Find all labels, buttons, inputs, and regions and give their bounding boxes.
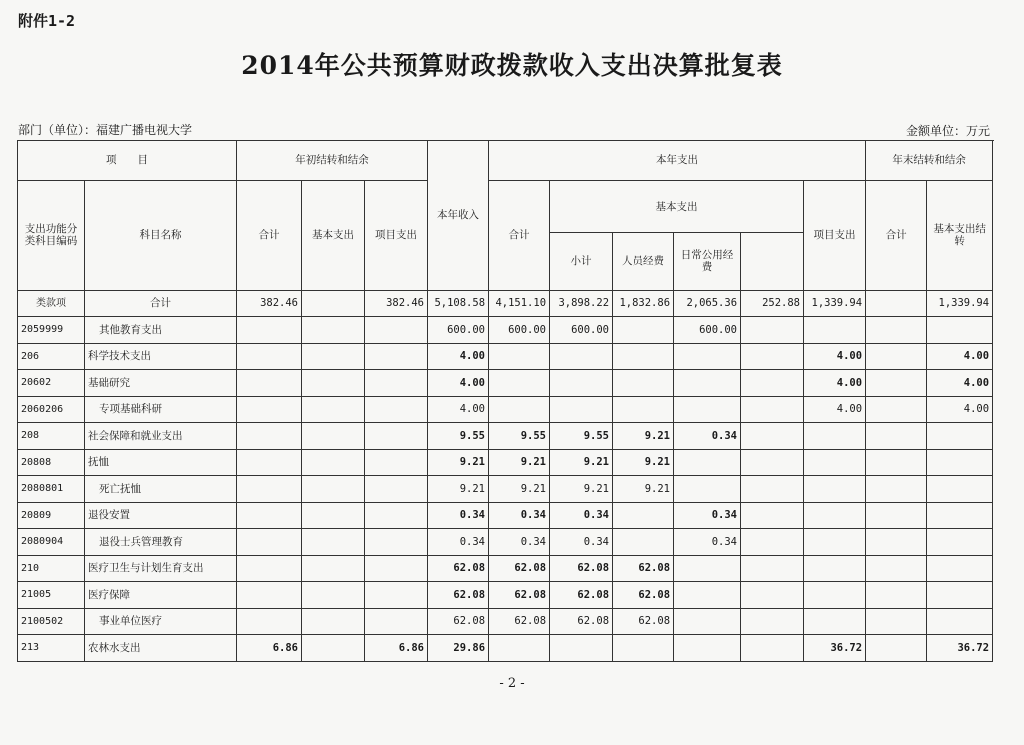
cell-ex-personnel: 9.21	[613, 449, 674, 476]
budget-table	[17, 140, 993, 662]
row-code: 2059999	[18, 317, 85, 344]
cell-income: 4.00	[428, 343, 489, 370]
cell-ex-personnel: 62.08	[613, 555, 674, 582]
row-subject-name: 农林水支出	[85, 635, 237, 662]
row-code: 2080801	[18, 476, 85, 503]
cell-ex-personnel	[613, 635, 674, 662]
row-subject-name: 死亡抚恤	[85, 476, 237, 503]
cell-cb-project: 4.00	[927, 370, 993, 397]
cell-ex-project	[741, 317, 804, 344]
cell-ex-total: 0.34	[489, 502, 550, 529]
cell-income: 600.00	[428, 317, 489, 344]
table-row	[18, 502, 993, 529]
cell-ob-project	[365, 529, 428, 556]
table-row	[18, 555, 993, 582]
row-code: 21005	[18, 582, 85, 609]
header-ob-basic: 基本支出	[302, 181, 365, 291]
cell-ex-subtotal: 3,898.22	[550, 290, 613, 317]
header-subject-name: 科目名称	[85, 181, 237, 291]
cell-cb-project	[927, 529, 993, 556]
header-func-code: 支出功能分类科目编码	[18, 181, 85, 291]
row-subject-name: 医疗保障	[85, 582, 237, 609]
header-ob-total: 合计	[237, 181, 302, 291]
cell-cb-basic	[866, 502, 927, 529]
cell-ex-subtotal: 9.21	[550, 476, 613, 503]
cell-ex-daily: 0.34	[674, 502, 741, 529]
cell-ob-total	[237, 608, 302, 635]
department-label: 部门（单位）：福建广播电视大学	[18, 123, 193, 137]
cell-cb-project	[927, 502, 993, 529]
cell-cb-basic	[866, 290, 927, 317]
page-title: 2014年公共预算财政拨款收入支出决算批复表	[241, 51, 783, 80]
cell-ex-total: 9.21	[489, 449, 550, 476]
cell-cb-total	[804, 502, 866, 529]
cell-ex-total: 0.34	[489, 529, 550, 556]
cell-ex-total: 62.08	[489, 555, 550, 582]
cell-ex-project	[741, 396, 804, 423]
cell-ex-daily	[674, 555, 741, 582]
header-opening-balance: 年初结转和结余	[237, 141, 428, 181]
row-code: 20808	[18, 449, 85, 476]
cell-ex-project	[741, 635, 804, 662]
cell-ob-project	[365, 502, 428, 529]
cell-ob-project	[365, 608, 428, 635]
cell-income: 0.34	[428, 529, 489, 556]
cell-ex-personnel	[613, 343, 674, 370]
cell-ob-total: 382.46	[237, 290, 302, 317]
row-subject-name: 抚恤	[85, 449, 237, 476]
cell-income: 62.08	[428, 555, 489, 582]
header-ex-project: 项目支出	[804, 181, 866, 291]
header-cb-basic: 基本支出结转	[927, 181, 993, 291]
cell-cb-total	[804, 317, 866, 344]
cell-ob-total	[237, 317, 302, 344]
header-annual-income: 本年收入	[428, 141, 489, 291]
cell-cb-basic	[866, 343, 927, 370]
cell-ex-project	[741, 502, 804, 529]
cell-ex-total	[489, 370, 550, 397]
table-row	[18, 635, 993, 662]
cell-ob-basic	[302, 343, 365, 370]
cell-ex-subtotal: 62.08	[550, 608, 613, 635]
header-ex-total: 合计	[489, 181, 550, 291]
cell-ex-project	[741, 449, 804, 476]
cell-ex-total: 62.08	[489, 582, 550, 609]
row-subject-name: 社会保障和就业支出	[85, 423, 237, 450]
cell-cb-basic	[866, 423, 927, 450]
cell-income: 5,108.58	[428, 290, 489, 317]
cell-cb-project: 1,339.94	[927, 290, 993, 317]
cell-ex-total: 62.08	[489, 608, 550, 635]
cell-ex-subtotal	[550, 396, 613, 423]
cell-ex-subtotal	[550, 343, 613, 370]
cell-ex-daily	[674, 449, 741, 476]
cell-ex-personnel	[613, 396, 674, 423]
cell-ob-basic	[302, 317, 365, 344]
cell-ex-personnel: 9.21	[613, 476, 674, 503]
cell-income: 62.08	[428, 608, 489, 635]
cell-ex-personnel: 9.21	[613, 423, 674, 450]
table-row	[18, 449, 993, 476]
cell-cb-total	[804, 423, 866, 450]
cell-ex-subtotal	[550, 370, 613, 397]
cell-ob-basic	[302, 290, 365, 317]
table-row	[18, 582, 993, 609]
cell-ob-basic	[302, 476, 365, 503]
cell-cb-project	[927, 317, 993, 344]
header-subtotal: 小计	[550, 233, 613, 290]
cell-ex-subtotal: 0.34	[550, 529, 613, 556]
cell-ob-project	[365, 423, 428, 450]
cell-ob-project: 6.86	[365, 635, 428, 662]
cell-ex-daily	[674, 343, 741, 370]
cell-cb-total: 1,339.94	[804, 290, 866, 317]
cell-ob-total	[237, 423, 302, 450]
cell-ex-personnel: 62.08	[613, 608, 674, 635]
cell-ob-total: 6.86	[237, 635, 302, 662]
cell-ex-total: 4,151.10	[489, 290, 550, 317]
row-code: 210	[18, 555, 85, 582]
cell-ex-project: 252.88	[741, 290, 804, 317]
page-number: - 2 -	[499, 676, 525, 691]
cell-cb-project	[927, 555, 993, 582]
cell-cb-total	[804, 476, 866, 503]
cell-cb-basic	[866, 608, 927, 635]
row-subject-name: 退役安置	[85, 502, 237, 529]
cell-ex-total	[489, 635, 550, 662]
cell-income: 29.86	[428, 635, 489, 662]
table-row	[18, 370, 993, 397]
cell-income: 62.08	[428, 582, 489, 609]
cell-ex-subtotal: 62.08	[550, 582, 613, 609]
cell-ob-project	[365, 476, 428, 503]
row-code: 2100502	[18, 608, 85, 635]
cell-cb-project	[927, 476, 993, 503]
table-row	[18, 529, 993, 556]
unit-label: 金额单位：万元	[905, 124, 990, 138]
row-code: 213	[18, 635, 85, 662]
row-subject-name: 科学技术支出	[85, 343, 237, 370]
cell-cb-total	[804, 555, 866, 582]
cell-cb-project	[927, 449, 993, 476]
cell-ob-total	[237, 502, 302, 529]
row-subject-name: 退役士兵管理教育	[85, 529, 237, 556]
table-row	[18, 396, 993, 423]
cell-ob-total	[237, 555, 302, 582]
row-code: 208	[18, 423, 85, 450]
cell-ex-daily	[674, 582, 741, 609]
row-code: 2080904	[18, 529, 85, 556]
cell-cb-project	[927, 608, 993, 635]
cell-ob-total	[237, 582, 302, 609]
cell-ex-project	[741, 370, 804, 397]
cell-cb-basic	[866, 529, 927, 556]
cell-ob-project	[365, 555, 428, 582]
cell-ob-project	[365, 582, 428, 609]
cell-cb-total: 4.00	[804, 343, 866, 370]
cell-cb-total: 36.72	[804, 635, 866, 662]
row-subject-name: 医疗卫生与计划生育支出	[85, 555, 237, 582]
header-cb-total: 合计	[866, 181, 927, 291]
cell-cb-total: 4.00	[804, 370, 866, 397]
cell-ob-total	[237, 529, 302, 556]
cell-cb-total	[804, 582, 866, 609]
cell-ex-project	[741, 423, 804, 450]
cell-cb-basic	[866, 555, 927, 582]
cell-ex-project	[741, 343, 804, 370]
cell-ex-subtotal: 62.08	[550, 555, 613, 582]
cell-ex-personnel	[613, 370, 674, 397]
cell-ex-project	[741, 608, 804, 635]
row-subject-name: 合计	[85, 290, 237, 317]
cell-cb-project	[927, 582, 993, 609]
cell-ob-total	[237, 476, 302, 503]
cell-ex-subtotal: 0.34	[550, 502, 613, 529]
cell-ex-daily: 0.34	[674, 529, 741, 556]
cell-ex-total: 9.21	[489, 476, 550, 503]
cell-ex-total	[489, 343, 550, 370]
cell-ob-basic	[302, 502, 365, 529]
attachment-label: 附件1-2	[18, 12, 76, 30]
cell-ob-basic	[302, 555, 365, 582]
cell-ex-total: 9.55	[489, 423, 550, 450]
cell-ex-daily: 600.00	[674, 317, 741, 344]
cell-ob-project	[365, 449, 428, 476]
header-daily-public: 日常公用经费	[674, 233, 741, 290]
cell-income: 0.34	[428, 502, 489, 529]
cell-income: 9.55	[428, 423, 489, 450]
cell-ex-daily	[674, 370, 741, 397]
cell-ob-basic	[302, 370, 365, 397]
cell-ex-subtotal	[550, 635, 613, 662]
cell-cb-total	[804, 529, 866, 556]
cell-cb-basic	[866, 317, 927, 344]
header-personnel: 人员经费	[613, 233, 674, 290]
row-subject-name: 事业单位医疗	[85, 608, 237, 635]
cell-ex-total	[489, 396, 550, 423]
cell-ex-personnel: 1,832.86	[613, 290, 674, 317]
cell-ex-daily: 0.34	[674, 423, 741, 450]
cell-ob-project	[365, 370, 428, 397]
cell-cb-basic	[866, 370, 927, 397]
cell-income: 4.00	[428, 396, 489, 423]
cell-ex-project	[741, 555, 804, 582]
cell-cb-basic	[866, 635, 927, 662]
row-subject-name: 基础研究	[85, 370, 237, 397]
row-subject-name: 其他教育支出	[85, 317, 237, 344]
header-ob-project: 项目支出	[365, 181, 428, 291]
header-closing-balance: 年末结转和结余	[866, 141, 993, 181]
cell-ex-personnel	[613, 502, 674, 529]
table-row	[18, 290, 993, 317]
cell-ob-basic	[302, 423, 365, 450]
cell-ob-basic	[302, 635, 365, 662]
cell-ex-personnel	[613, 317, 674, 344]
cell-income: 4.00	[428, 370, 489, 397]
row-code: 类款项	[18, 290, 85, 317]
header-row-1	[18, 141, 993, 181]
cell-ex-daily	[674, 476, 741, 503]
table-body	[18, 290, 993, 661]
cell-ex-total: 600.00	[489, 317, 550, 344]
cell-ex-subtotal: 9.21	[550, 449, 613, 476]
cell-ob-basic	[302, 449, 365, 476]
header-annual-expenditure: 本年支出	[489, 141, 866, 181]
cell-ob-total	[237, 370, 302, 397]
cell-ob-total	[237, 449, 302, 476]
cell-cb-project	[927, 423, 993, 450]
cell-cb-project: 36.72	[927, 635, 993, 662]
cell-ob-basic	[302, 608, 365, 635]
cell-ex-daily: 2,065.36	[674, 290, 741, 317]
cell-ex-daily	[674, 635, 741, 662]
row-subject-name: 专项基础科研	[85, 396, 237, 423]
header-row-2	[18, 181, 993, 233]
cell-ob-basic	[302, 582, 365, 609]
cell-cb-basic	[866, 476, 927, 503]
table-row	[18, 423, 993, 450]
row-code: 206	[18, 343, 85, 370]
cell-cb-basic	[866, 396, 927, 423]
cell-income: 9.21	[428, 449, 489, 476]
table-row	[18, 608, 993, 635]
cell-ex-project	[741, 582, 804, 609]
cell-ob-total	[237, 396, 302, 423]
cell-cb-total	[804, 608, 866, 635]
cell-ex-subtotal: 600.00	[550, 317, 613, 344]
cell-ex-project	[741, 529, 804, 556]
cell-ex-personnel: 62.08	[613, 582, 674, 609]
cell-ob-total	[237, 343, 302, 370]
cell-ex-project	[741, 476, 804, 503]
cell-ex-daily	[674, 608, 741, 635]
cell-cb-total	[804, 449, 866, 476]
table-row	[18, 343, 993, 370]
cell-income: 9.21	[428, 476, 489, 503]
row-code: 20809	[18, 502, 85, 529]
cell-ex-subtotal: 9.55	[550, 423, 613, 450]
cell-ob-project	[365, 343, 428, 370]
cell-cb-project: 4.00	[927, 343, 993, 370]
cell-ex-daily	[674, 396, 741, 423]
cell-ob-project	[365, 317, 428, 344]
cell-cb-project: 4.00	[927, 396, 993, 423]
cell-ob-basic	[302, 396, 365, 423]
header-ex-basic: 基本支出	[550, 181, 804, 233]
cell-cb-total: 4.00	[804, 396, 866, 423]
header-item: 项 目	[18, 141, 237, 181]
cell-ob-basic	[302, 529, 365, 556]
cell-ob-project: 382.46	[365, 290, 428, 317]
cell-ex-personnel	[613, 529, 674, 556]
row-code: 20602	[18, 370, 85, 397]
table-row	[18, 476, 993, 503]
table-row	[18, 317, 993, 344]
cell-cb-basic	[866, 582, 927, 609]
cell-cb-basic	[866, 449, 927, 476]
cell-ob-project	[365, 396, 428, 423]
row-code: 2060206	[18, 396, 85, 423]
